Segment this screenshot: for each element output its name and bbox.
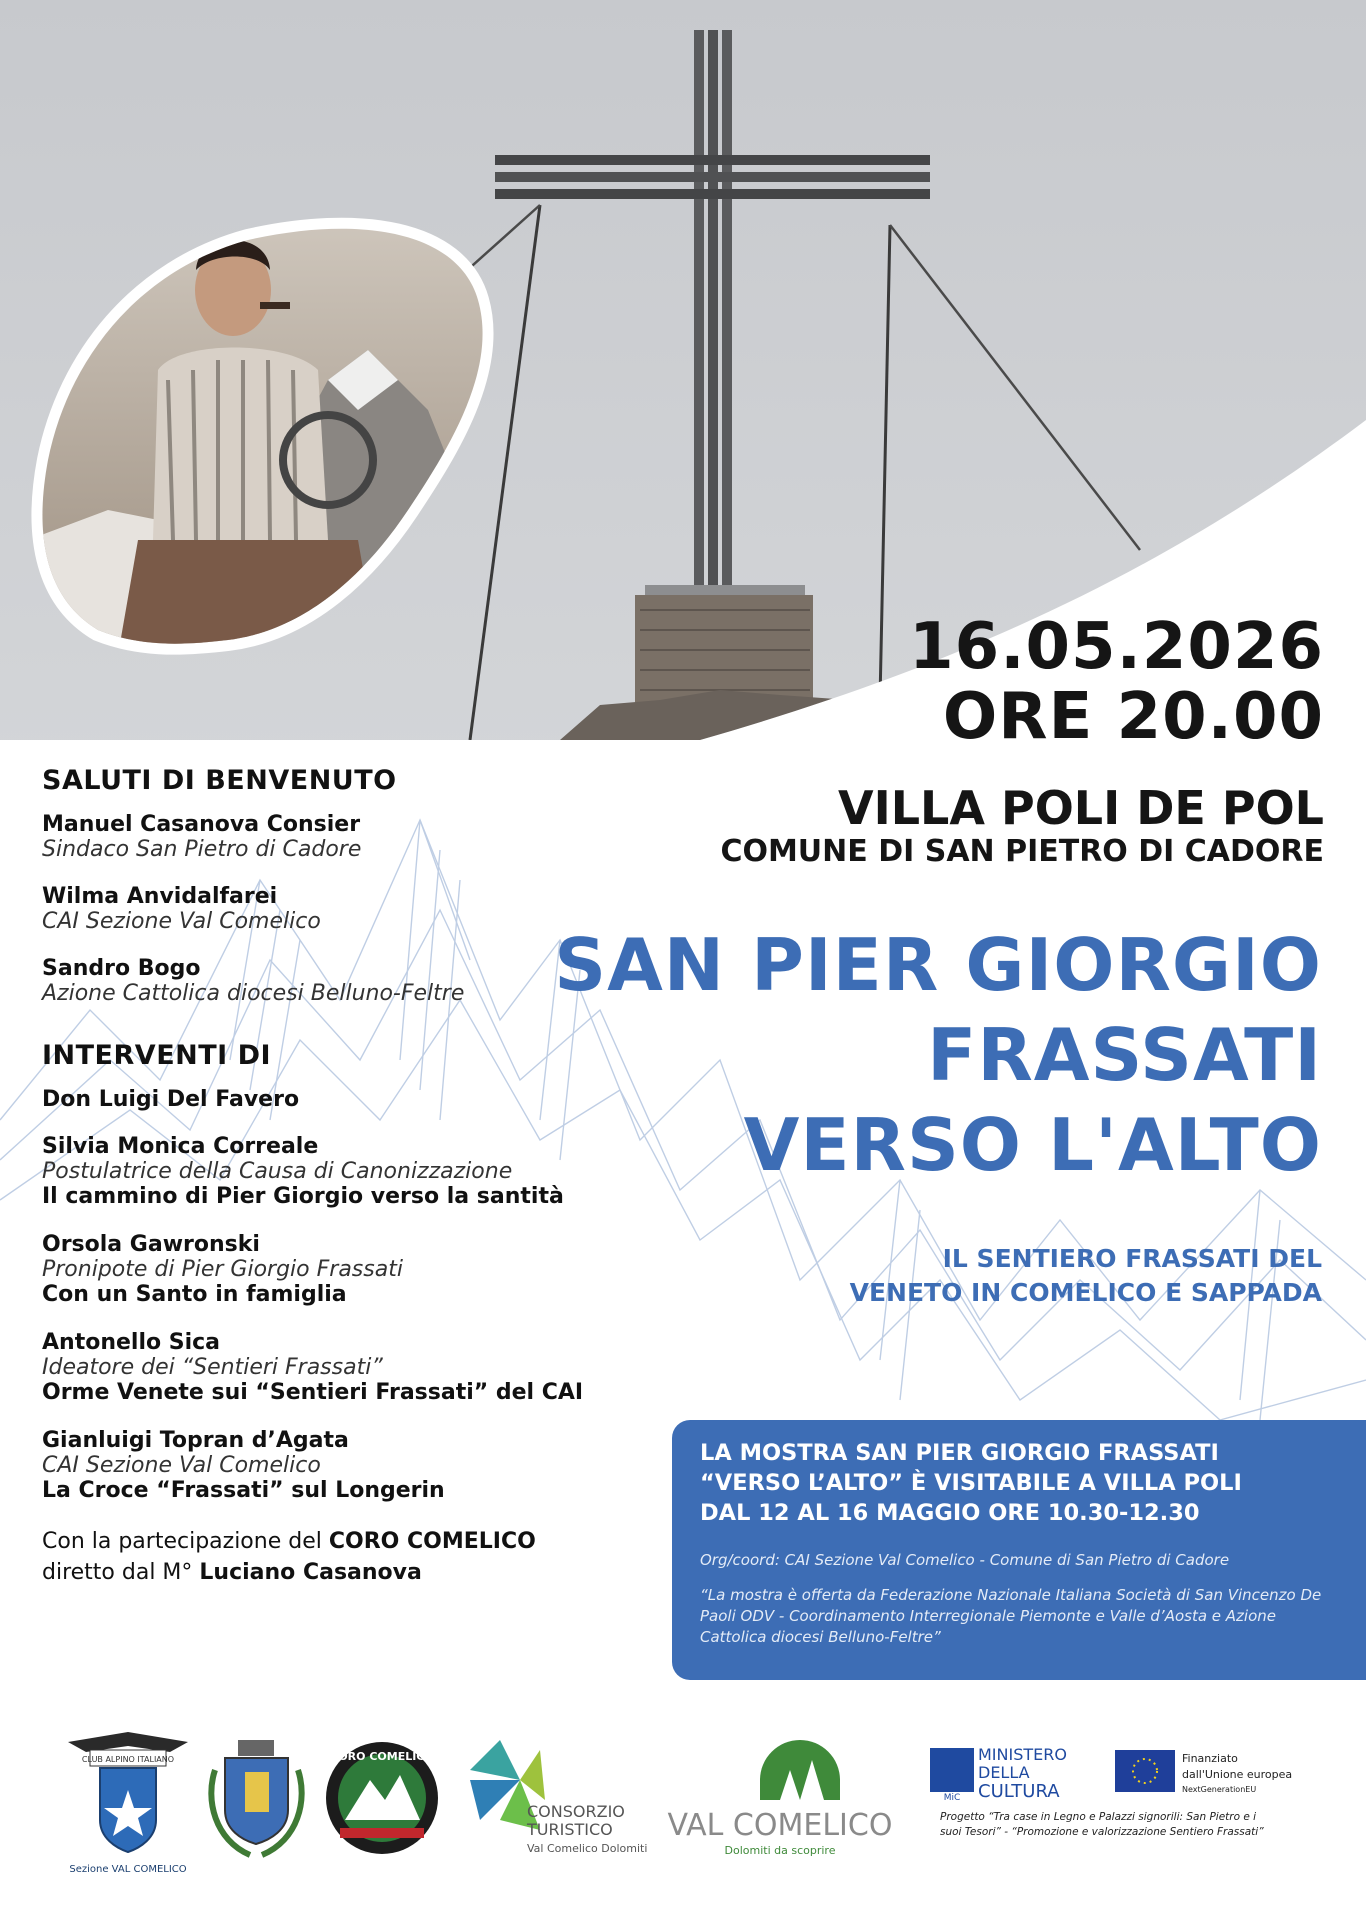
speaker-talk: Con un Santo in famiglia [42, 1282, 347, 1307]
val-comelico-logo [668, 1740, 893, 1857]
event-venue-sub: COMUNE DI SAN PIETRO DI CADORE [720, 834, 1324, 869]
portrait-photo [28, 210, 498, 655]
speaker-talk: Orme Venete sui “Sentieri Frassati” del CAI [42, 1380, 584, 1405]
exhibition-sponsor-note: “La mostra è offerta da Federazione Nazionale Italiana Società di San Vincenzo De Paoli ODV - Coordinamento Interregionale Piemonte e Valle d’Aosta e Azione Cattolica diocesi Belluno-Feltre” [700, 1586, 1322, 1646]
choir-name: CORO COMELICO [328, 1529, 536, 1554]
program-column [42, 765, 662, 1588]
choir-prefix: Con la partecipazione del [42, 1529, 329, 1554]
choir-credit [42, 1526, 662, 1588]
subtitle [850, 1242, 1322, 1310]
project-text-1: Progetto “Tra case in Legno e Palazzi signorili: San Pietro e i [940, 1811, 1257, 1823]
cai-logo [68, 1732, 188, 1875]
ministero-line2: DELLA [978, 1763, 1030, 1782]
eu-line3: NextGenerationEU [1182, 1785, 1257, 1794]
speaker-role: Pronipote di Pier Giorgio Frassati [42, 1257, 403, 1282]
cai-caption: Sezione VAL COMELICO [69, 1864, 187, 1875]
cai-ribbon-text: CLUB ALPINO ITALIANO [81, 1755, 175, 1764]
speaker-talk: La Croce “Frassati” sul Longerin [42, 1478, 445, 1503]
speaker-role: CAI Sezione Val Comelico [42, 1453, 321, 1478]
speaker-name: Orsola Gawronski [42, 1232, 260, 1257]
subtitle-line: VENETO IN COMELICO E SAPPADA [849, 1278, 1322, 1307]
choir-director: Luciano Casanova [199, 1560, 422, 1585]
eu-line2: dall'Unione europea [1182, 1768, 1293, 1781]
speaker-entry [42, 1087, 662, 1112]
choir-director-prefix: diretto dal M° [42, 1560, 200, 1585]
speaker-entry [42, 1232, 662, 1308]
exhibition-line: “VERSO L’ALTO” È VISITABILE A VILLA POLI [700, 1470, 1242, 1496]
exhibition-line: DAL 12 AL 16 MAGGIO ORE 10.30-12.30 [700, 1500, 1200, 1526]
consorzio-logo [470, 1740, 647, 1855]
exhibition-info-box [672, 1420, 1366, 1680]
speaker-role: Azione Cattolica diocesi Belluno-Feltre [42, 981, 465, 1006]
speaker-name: Wilma Anvidalfarei [42, 884, 278, 909]
speaker-role: Postulatrice della Causa di Canonizzazione [42, 1159, 513, 1184]
municipality-crest [211, 1740, 301, 1855]
speaker-name: Gianluigi Topran d’Agata [42, 1428, 349, 1453]
speaker-entry [42, 1428, 662, 1504]
event-date: 16.05.2026 [909, 610, 1324, 684]
speaker-role: Ideatore dei “Sentieri Frassati” [42, 1355, 383, 1380]
speaker-name: Sandro Bogo [42, 956, 201, 981]
choir-badge-text: CORO COMELICO [330, 1750, 434, 1763]
speaker-name: Manuel Casanova Consier [42, 812, 361, 837]
ministero-line1: MINISTERO [978, 1745, 1067, 1764]
ministero-logo [930, 1745, 1067, 1803]
val-comelico-name: VAL COMELICO [667, 1808, 893, 1843]
exhibition-line: LA MOSTRA SAN PIER GIORGIO FRASSATI [700, 1440, 1219, 1466]
speaker-name: Antonello Sica [42, 1330, 221, 1355]
saluti-heading: SALUTI DI BENVENUTO [42, 765, 397, 796]
speaker-role: Sindaco San Pietro di Cadore [42, 837, 362, 862]
title-line: VERSO L'ALTO [743, 1103, 1322, 1187]
speaker-entry [42, 884, 662, 934]
speaker-name: Don Luigi Del Favero [42, 1087, 300, 1112]
organizer-note: Org/coord: CAI Sezione Val Comelico - Comune di San Pietro di Cadore [700, 1551, 1230, 1569]
speaker-entry [42, 812, 662, 862]
speaker-entry [42, 1134, 662, 1210]
speaker-entry [42, 956, 662, 1006]
speaker-name: Silvia Monica Correale [42, 1134, 319, 1159]
mic-label: MiC [943, 1793, 961, 1803]
title-line: SAN PIER GIORGIO [554, 923, 1322, 1007]
val-comelico-tag: Dolomiti da scoprire [724, 1844, 836, 1857]
speaker-role: CAI Sezione Val Comelico [42, 909, 321, 934]
event-time: ORE 20.00 [942, 680, 1324, 754]
consorzio-line1: CONSORZIO [527, 1802, 625, 1821]
event-details [720, 612, 1324, 870]
subtitle-line: IL SENTIERO FRASSATI DEL [942, 1244, 1322, 1273]
event-venue: VILLA POLI DE POL [838, 781, 1324, 835]
eu-line1: Finanziato [1182, 1752, 1238, 1765]
consorzio-line2: TURISTICO [527, 1820, 613, 1839]
interventi-heading: INTERVENTI DI [42, 1040, 272, 1071]
project-text-2: suoi Tesori” - “Promozione e valorizzazione Sentiero Frassati” [940, 1826, 1264, 1838]
main-title [554, 920, 1322, 1190]
choir-badge [326, 1742, 438, 1854]
ministero-line3: CULTURA [978, 1781, 1060, 1802]
sponsor-logos [0, 1720, 1366, 1910]
title-line: FRASSATI [927, 1013, 1322, 1097]
speaker-entry [42, 1330, 662, 1406]
consorzio-line3: Val Comelico Dolomiti [527, 1842, 648, 1855]
eu-funding-logo [1115, 1750, 1292, 1794]
speaker-talk: Il cammino di Pier Giorgio verso la santità [42, 1184, 564, 1209]
